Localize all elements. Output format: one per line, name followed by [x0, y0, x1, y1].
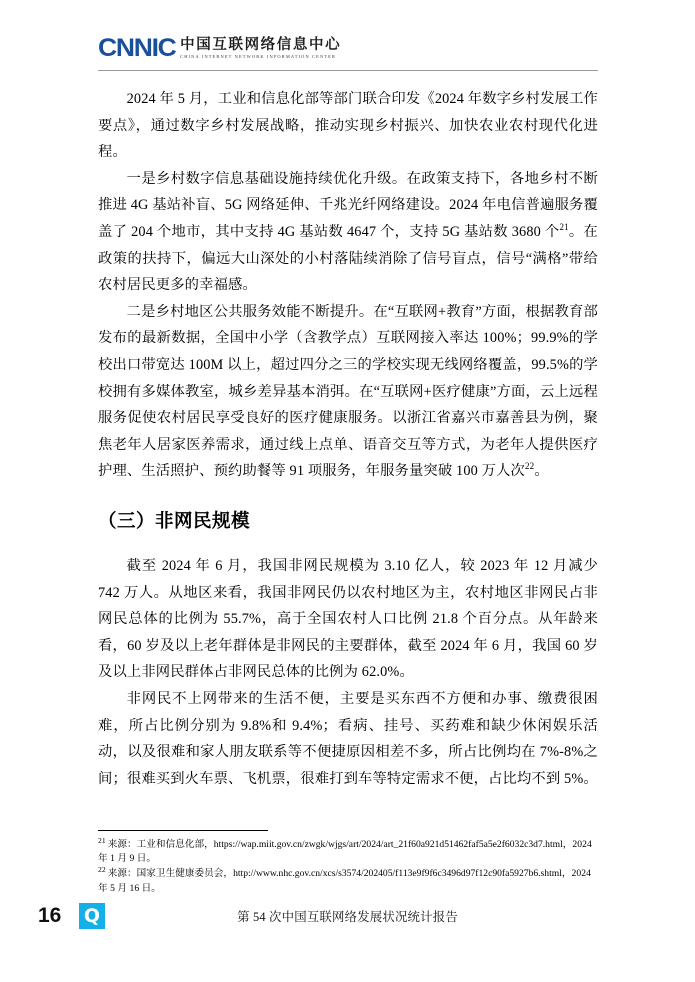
- footnote-date: ，2024 年 1 月 9 日。: [98, 839, 592, 865]
- document-body: [98, 86, 598, 792]
- document-footer: [0, 900, 695, 950]
- paragraph-public-services-text: 二是乡村地区公共服务效能不断提升。在“互联网+教育”方面，根据教育部发布的最新数据，全国中小学（含教学点）互联网接入率达 100%；99.9%的学校出口带宽达 100M 以上，超过四分之三的学校实现无线网络覆盖，99.5%的学校拥有多媒体教室，城乡差异基本消弭。在“互联网+医疗健康”方面，云上远程服务促使农村居民享受良好的医疗健康服务。以浙江省嘉兴市嘉善县为例，聚焦老年人居家医养需求，通过线上点单、语音交互等方式，为老年人提供医疗护理、生活照护、预约助餐等 91 项服务，年服务量突破 100 万人次: [98, 303, 598, 480]
- paragraph-intro-text: 2024 年 5 月，工业和信息化部等部门联合印发《2024 年数字乡村发展工作要点》，通过数字乡村发展战略，推动实现乡村振兴、加快农业农村现代化进程。: [98, 91, 598, 161]
- document-header: [98, 36, 598, 72]
- paragraph-non-netizen-inconvenience: 非网民不上网带来的生活不便，主要是买东西不方便和办事、缴费很困难，所占比例分别为 9.8%和 9.4%；看病、挂号、买药难和缺少休闲娱乐活动，以及很难和家人朋友联系等不便捷原因相差不多，所占比例均在 7%-8%之间；很难买到火车票、飞机票，很难打到车等特定需求不便，占比均不到 5%。: [98, 691, 598, 787]
- cnnic-logo-names: [180, 38, 341, 61]
- paragraph-rural-infrastructure-text: 一是乡村数字信息基础设施持续优化升级。在政策支持下，各地乡村不断推进 4G 基站补盲、5G 网络延伸、千兆光纤网络建设。2024 年电信普遍服务覆盖了 204 个地市，其中支持 4G 基站数 4647 个，支持 5G 基站数 3680 个: [98, 170, 598, 240]
- footnote-source: 来源：国家卫生健康委员会，: [107, 868, 234, 880]
- page-number: 16: [38, 904, 62, 927]
- header-divider: [98, 70, 598, 71]
- paragraph-public-services: [98, 299, 598, 485]
- cnnic-wordmark-icon: CNNIC: [98, 34, 176, 62]
- paragraph-non-netizen-scale: 截至 2024 年 6 月，我国非网民规模为 3.10 亿人，较 2023 年 12 月减少 742 万人。从地区来看，我国非网民仍以农村地区为主，农村地区非网民占非网民总体的比例为 55.7%，高于全国农村人口比例 21.8 个百分点。从年龄来看，60 岁及以上老年群体是非网民的主要群体，截至 2024 年 6 月，我国 60 岁及以上非网民群体占非网民总体的比例为 62.0%。: [98, 558, 598, 681]
- footnotes-area: [98, 835, 593, 897]
- cnnic-name-chinese: 中国互联网络信息中心: [180, 36, 342, 53]
- paragraph-intro: [98, 86, 598, 166]
- footnote-ref-21[interactable]: 21: [559, 222, 569, 233]
- footnote-ref-22[interactable]: 22: [525, 461, 535, 472]
- cnnic-logo: [98, 36, 598, 61]
- cnnic-name-english: CHINA INTERNET NETWORK INFORMATION CENTER: [180, 53, 337, 59]
- footnote-item: [98, 835, 593, 866]
- badge-glyph: Q: [83, 904, 101, 927]
- footnote-divider: [98, 830, 268, 831]
- footnote-number: 22: [98, 865, 106, 875]
- section-heading-non-netizen-scale: （三）非网民规模: [98, 510, 251, 532]
- paragraph-rural-infrastructure: [98, 166, 598, 299]
- footnote-number: 21: [98, 835, 106, 845]
- paragraph-rural-infrastructure-text-cont: 。在政策的扶持下，偏远大山深处的小村落陆续消除了信号盲点，信号“满格”带给农村居民更多的幸福感。: [98, 223, 598, 294]
- footnote-url[interactable]: https://wap.miit.gov.cn/zwgk/wjgs/art/2024/art_21f60a921d51462faf5a5e2f6032c3d7.html: [213, 839, 563, 850]
- footnote-item: [98, 867, 593, 895]
- paragraph-public-services-text-cont: 。: [534, 463, 549, 480]
- footnote-source: 来源：工业和信息化部，: [107, 839, 214, 850]
- footnote-date: ，2024 年 5 月 16 日。: [98, 868, 591, 894]
- footnote-url[interactable]: http://www.nhc.gov.cn/xcs/s3574/202405/f113e9f9f6c3496d97f12c90fa5927b6.shtml: [233, 868, 562, 880]
- report-title: 第 54 次中国互联网络发展状况统计报告: [237, 910, 458, 924]
